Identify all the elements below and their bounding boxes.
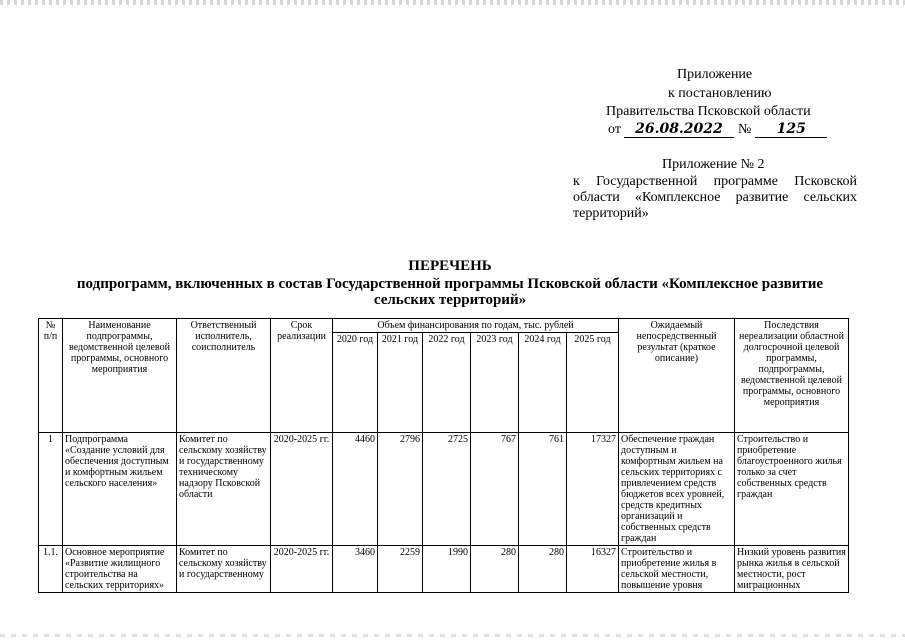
header-executor: Ответственный исполнитель, соисполнитель	[177, 319, 271, 433]
row-result: Обеспечение граждан доступным и комфортным жильем на сельских территориях с привлечением средств бюджетов всех уровней, средств кредитных организаций и собственных средств граждан	[619, 433, 735, 546]
header-year: 2020 год	[333, 333, 378, 433]
row-result: Строительство и приобретение жилья в сельской местности, повышение уровня	[619, 546, 735, 593]
row-name: Подпрограмма «Создание условий для обеспечения доступным и комфортным жильем сельского населения»	[63, 433, 177, 546]
header-year: 2023 год	[471, 333, 519, 433]
appendix-text: к Государственной программе Псковской области «Комплексное развитие сельских территорий»	[573, 174, 857, 221]
row-executor: Комитет по сельскому хозяйству и государственному	[177, 546, 271, 593]
document-subtitle: подпрограмм, включенных в состав Государственной программы Псковской области «Комплексное развитие сельских территорий»	[76, 276, 824, 308]
table-row	[39, 546, 849, 593]
row-num: 1	[39, 433, 63, 546]
row-value-2024: 761	[519, 433, 567, 546]
document-title: ПЕРЕЧЕНЬ	[408, 258, 492, 274]
row-value-2023: 767	[471, 433, 519, 546]
row-value-2020: 4460	[333, 433, 378, 546]
row-value-2022: 1990	[423, 546, 471, 593]
header-year: 2022 год	[423, 333, 471, 433]
handwritten-number: 125	[755, 121, 827, 138]
row-period: 2020-2025 гг.	[271, 433, 333, 546]
header-year: 2025 год	[567, 333, 619, 433]
number-prefix: №	[737, 122, 752, 137]
row-executor: Комитет по сельскому хозяйству и государственному техническому надзору Псковской области	[177, 433, 271, 546]
row-num: 1.1.	[39, 546, 63, 593]
row-value-2022: 2725	[423, 433, 471, 546]
scan-edge-bottom	[0, 634, 905, 637]
row-value-2025: 17327	[567, 433, 619, 546]
row-value-2021: 2259	[378, 546, 423, 593]
header-year: 2021 год	[378, 333, 423, 433]
row-consequences: Строительство и приобретение благоустроенного жилья только за счет собственных средств граждан	[735, 433, 849, 546]
row-value-2021: 2796	[378, 433, 423, 546]
header-result: Ожидаемый непосредственный результат (краткое описание)	[619, 319, 735, 433]
header-government-label: Правительства Псковской области	[606, 104, 811, 119]
row-name: Основное мероприятие «Развитие жилищного строительства на сельских территориях»	[63, 546, 177, 593]
table-row	[39, 433, 849, 546]
row-consequences: Низкий уровень развития рынка жилья в сельской местности, рост миграционных	[735, 546, 849, 593]
header-consequences: Последствия нереализации областной долгосрочной целевой программы, подпрограммы, ведомственной целевой программы, основного мероприятия	[735, 319, 849, 433]
handwritten-date: 26.08.2022	[624, 121, 734, 138]
programs-table	[38, 318, 849, 593]
header-appendix-label: Приложение	[677, 67, 753, 82]
header-year: 2024 год	[519, 333, 567, 433]
header-name: Наименование подпрограммы, ведомственной целевой программы, основного мероприятия	[63, 319, 177, 433]
header-funding: Объем финансирования по годам, тыс. рублей	[333, 319, 619, 333]
row-value-2024: 280	[519, 546, 567, 593]
header-period: Срок реализации	[271, 319, 333, 433]
header-date-row	[608, 121, 827, 138]
row-value-2025: 16327	[567, 546, 619, 593]
date-prefix: от	[608, 122, 621, 137]
row-period: 2020-2025 гг.	[271, 546, 333, 593]
row-value-2023: 280	[471, 546, 519, 593]
scan-edge-top	[0, 0, 905, 5]
header-resolution-label: к постановлению	[668, 86, 772, 101]
appendix-title: Приложение № 2	[662, 157, 765, 172]
header-num: № п/п	[39, 319, 63, 433]
row-value-2020: 3460	[333, 546, 378, 593]
